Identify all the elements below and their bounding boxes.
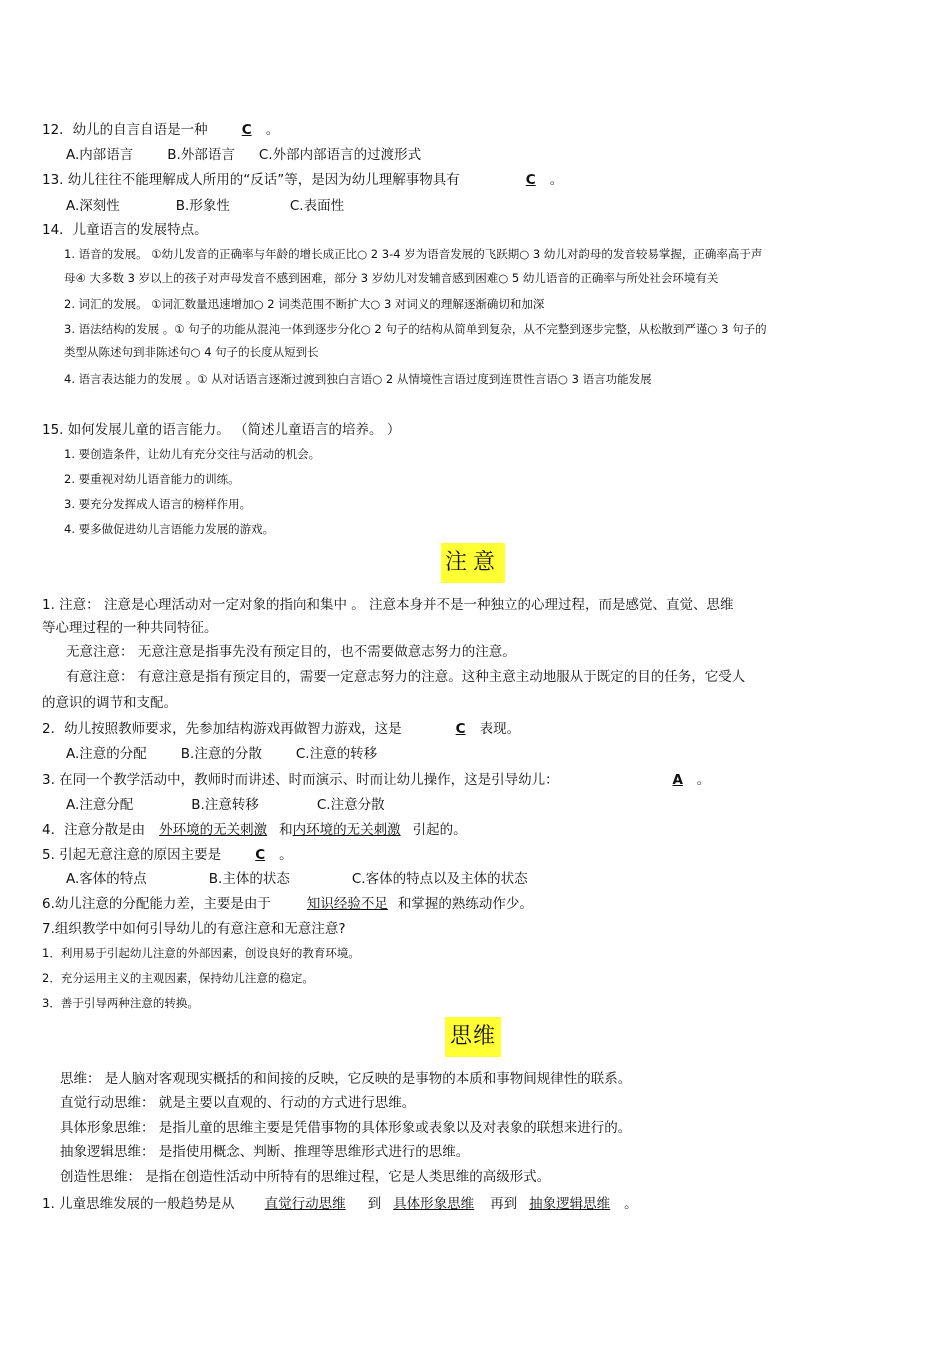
creative-thinking-definition: 创造性思维： 是指在创造性活动中所特有的思维过程，它是人类思维的高级形式。 bbox=[60, 1169, 551, 1185]
voluntary-attention-definition-cont: 的意识的调节和支配。 bbox=[42, 695, 177, 711]
att-q7-item: 2．充分运用主义的主观因素，保持幼儿注意的稳定。 bbox=[42, 971, 314, 985]
intuitive-action-thinking-definition: 直觉行动思维： 就是主要以直观的、行动的方式进行思维。 bbox=[60, 1095, 416, 1111]
att-q3-options: A.注意分配 B.注意转移 C.注意分散 bbox=[66, 797, 385, 813]
think-q1-blank-3: 抽象逻辑思维 bbox=[529, 1196, 611, 1212]
q15-item: 1. 要创造条件，让幼儿有充分交往与活动的机会。 bbox=[64, 447, 321, 461]
q14-line: 3. 语法结构的发展 。① 句子的功能从混沌一体到逐步分化○ 2 句子的结构从简单到复杂，从不完整到逐步完整，从松散到严谨○ 3 句子的 bbox=[64, 322, 767, 336]
voluntary-attention-definition: 有意注意： 有意注意是指有预定目的，需要一定意志努力的注意。这种主意主动地服从于既定的目的任务，它受人 bbox=[66, 669, 746, 685]
att-q3-question: 3. 在同一个教学活动中，教师时而讲述、时而演示、时而让幼儿操作，这是引导幼儿： A 。 bbox=[42, 772, 711, 788]
q12-question: 12．幼儿的自言自语是一种 C 。 bbox=[42, 122, 280, 138]
q13-question: 13. 幼儿往往不能理解成人所用的“反话”等，是因为幼儿理解事物具有 C 。 bbox=[42, 172, 564, 188]
think-q1-blank-2: 具体形象思维 bbox=[393, 1196, 475, 1212]
q12-options: A.内部语言 B.外部语言 C.外部内部语言的过渡形式 bbox=[66, 147, 422, 163]
att-q4-blank-2: 内环境的无关刺激 bbox=[292, 822, 401, 838]
att-q2-answer: C bbox=[455, 721, 466, 737]
concrete-image-thinking-definition: 具体形象思维： 是指儿童的思维主要是凭借事物的具体形象或表象以及对表象的联想来进行的。 bbox=[60, 1120, 632, 1136]
q12-answer: C bbox=[241, 122, 252, 138]
think-q1-question: 1. 儿童思维发展的一般趋势是从 直觉行动思维 到 具体形象思维 再到 抽象逻辑思维 。 bbox=[42, 1196, 638, 1212]
att-q2-question: 2．幼儿按照教师要求，先参加结构游戏再做智力游戏，这是 C 表现。 bbox=[42, 721, 521, 737]
q15-title: 15. 如何发展儿童的语言能力。 （简述儿童语言的培养。 ） bbox=[42, 422, 401, 438]
q15-item: 3. 要充分发挥成人语言的榜样作用。 bbox=[64, 497, 252, 511]
att-q7-item: 1．利用易于引起幼儿注意的外部因素，创设良好的教育环境。 bbox=[42, 946, 360, 960]
q14-line: 母④ 大多数 3 岁以上的孩子对声母发音不感到困难，部分 3 岁幼儿对发辅音感到困难○ 5 幼儿语音的正确率与所处社会环境有关 bbox=[64, 271, 719, 285]
thinking-definition: 思维： 是人脑对客观现实概括的和间接的反映，它反映的是事物的本质和事物间规律性的联系。 bbox=[60, 1071, 632, 1087]
attention-heading: 注意 bbox=[441, 543, 505, 583]
att-q5-question: 5. 引起无意注意的原因主要是 C 。 bbox=[42, 847, 293, 863]
abstract-logical-thinking-definition: 抽象逻辑思维： 是指使用概念、判断、推理等思维形式进行的思维。 bbox=[60, 1144, 470, 1160]
att-q4-blank-1: 外环境的无关刺激 bbox=[159, 822, 268, 838]
q14-line: 类型从陈述句到非陈述句○ 4 句子的长度从短到长 bbox=[64, 345, 319, 359]
att-q7-item: 3．善于引导两种注意的转换。 bbox=[42, 996, 199, 1010]
att-q6-question: 6.幼儿注意的分配能力差，主要是由于 知识经验不足 和掌握的熟练动作少。 bbox=[42, 896, 533, 912]
att-q5-answer: C bbox=[255, 847, 266, 863]
att-q6-blank: 知识经验不足 bbox=[306, 896, 388, 912]
att-q2-options: A.注意的分配 B.注意的分散 C.注意的转移 bbox=[66, 746, 378, 762]
thinking-heading: 思维 bbox=[445, 1017, 501, 1057]
q14-line: 4. 语言表达能力的发展 。① 从对话语言逐渐过渡到独白言语○ 2 从情境性言语过度到连贯性言语○ 3 语言功能发展 bbox=[64, 372, 652, 386]
attention-definition: 1. 注意： 注意是心理活动对一定对象的指向和集中 。 注意本身并不是一种独立的心理过程，而是感觉、直觉、思维 bbox=[42, 597, 734, 613]
q15-item: 4. 要多做促进幼儿言语能力发展的游戏。 bbox=[64, 522, 275, 536]
q15-item: 2. 要重视对幼儿语音能力的训练。 bbox=[64, 472, 240, 486]
attention-definition-cont: 等心理过程的一种共同特征。 bbox=[42, 620, 218, 636]
att-q3-answer: A bbox=[672, 772, 683, 788]
att-q7-title: 7.组织教学中如何引导幼儿的有意注意和无意注意? bbox=[42, 921, 346, 937]
att-q4-question: 4．注意分散是由 外环境的无关刺激 和内环境的无关刺激 引起的。 bbox=[42, 822, 467, 838]
q14-line: 2. 词汇的发展。 ①词汇数量迅速增加○ 2 词类范围不断扩大○ 3 对词义的理解逐渐确切和加深 bbox=[64, 297, 545, 311]
think-q1-blank-1: 直觉行动思维 bbox=[264, 1196, 346, 1212]
q14-title: 14．儿童语言的发展特点。 bbox=[42, 222, 208, 238]
q14-line: 1. 语音的发展。 ①幼儿发音的正确率与年龄的增长成正比○ 2 3-4 岁为语音发展的飞跃期○ 3 幼儿对韵母的发音较易掌握，正确率高于声 bbox=[64, 247, 763, 261]
q13-options: A.深刻性 B.形象性 C.表面性 bbox=[66, 198, 345, 214]
involuntary-attention-definition: 无意注意： 无意注意是指事先没有预定目的，也不需要做意志努力的注意。 bbox=[66, 644, 516, 660]
q13-answer: C bbox=[525, 172, 536, 188]
att-q5-options: A.客体的特点 B.主体的状态 C.客体的特点以及主体的状态 bbox=[66, 871, 528, 887]
